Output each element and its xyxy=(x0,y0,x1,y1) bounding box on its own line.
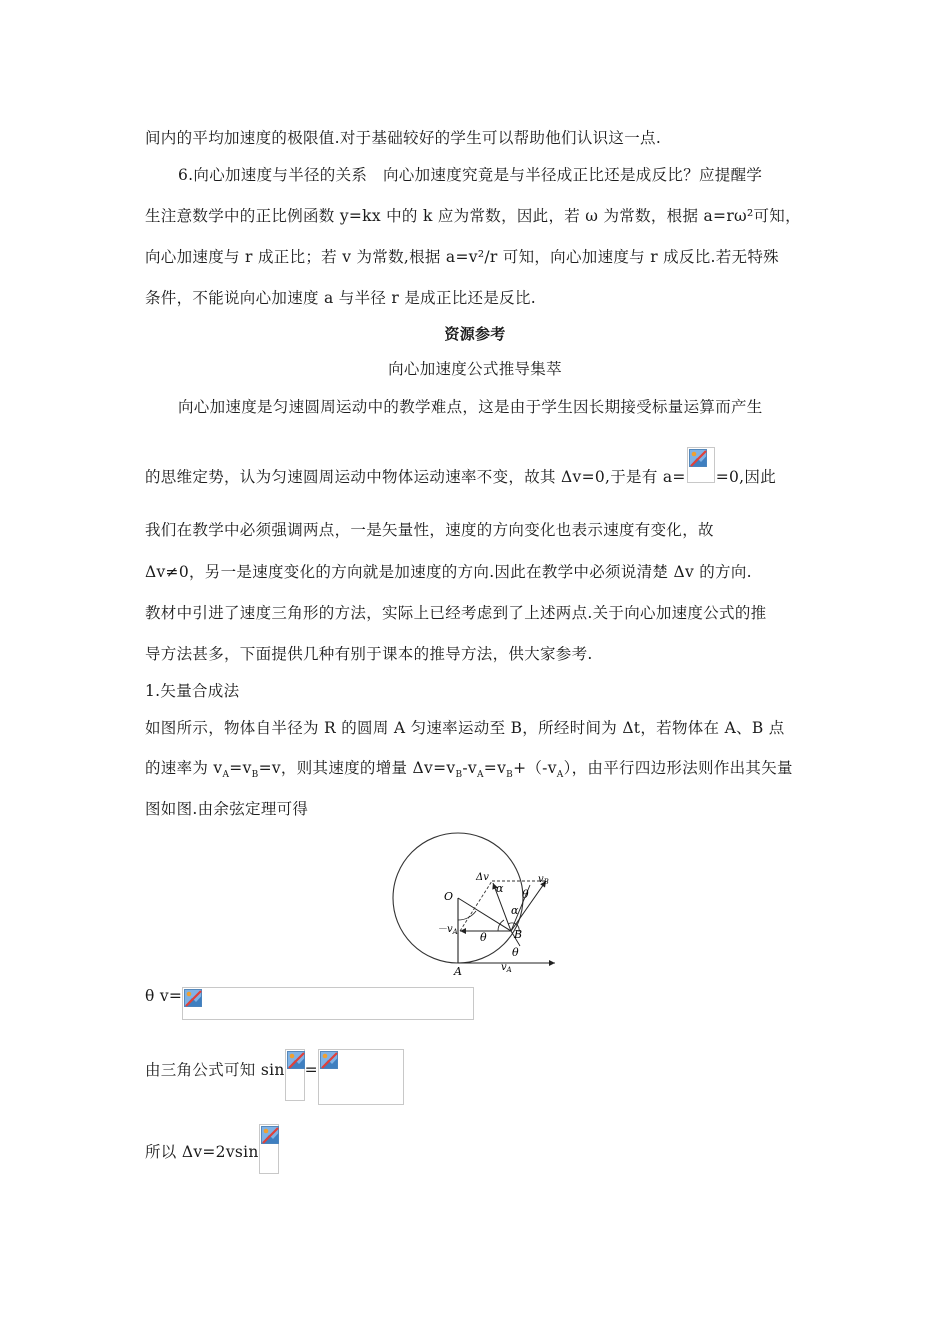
equation-2 xyxy=(145,1058,404,1105)
para-line: 向心加速度与 r 成正比；若 v 为常数,根据 a=v²/r 可知，向心加速度与 r 成反比.若无特殊 xyxy=(145,248,779,266)
label-a: A xyxy=(454,965,462,978)
velocity-diagram xyxy=(380,828,570,980)
subscript: A xyxy=(476,770,484,781)
text: =v，则其速度的增量 Δv=v xyxy=(258,759,456,777)
label-neg-va: $-v_A$ xyxy=(437,924,458,936)
equation-1 xyxy=(145,987,474,1020)
label-vb: $v_B$ xyxy=(538,874,549,886)
label-va: $v_A$ xyxy=(501,962,512,974)
text: 的速率为 v xyxy=(145,759,223,777)
body-text: 的思维定势，认为匀速圆周运动中物体运动速率不变，故其 Δv=0,于是有 a= xyxy=(145,468,686,486)
subscript: B xyxy=(506,770,514,781)
body-line: 导方法甚多，下面提供几种有别于课本的推导方法，供大家参考. xyxy=(145,645,593,663)
section-title: 资源参考 xyxy=(444,325,506,343)
equation-3 xyxy=(145,1140,279,1174)
broken-image-icon xyxy=(182,987,474,1020)
broken-image-icon xyxy=(259,1124,279,1174)
label-alpha: α xyxy=(496,882,504,895)
dashed-line xyxy=(460,881,492,931)
angle-arc xyxy=(508,923,516,924)
radius-ob xyxy=(458,898,511,931)
text: -v xyxy=(462,759,477,777)
broken-image-icon xyxy=(285,1049,305,1101)
body-line xyxy=(145,465,776,487)
text: ），由平行四边形法则作出其矢量 xyxy=(563,759,793,777)
text: =v xyxy=(483,759,507,777)
label-o: O xyxy=(444,890,454,903)
method-line: 图如图.由余弦定理可得 xyxy=(145,800,309,818)
label-theta: θ xyxy=(522,888,529,901)
para-line: 生注意数学中的正比例函数 y=kx 中的 k 应为常数，因此，若 ω 为常数，根据 a=rω²可知， xyxy=(145,207,801,225)
method-heading: 1.矢量合成法 xyxy=(145,682,240,700)
subscript: A xyxy=(222,770,230,781)
eq-text: = xyxy=(304,1061,318,1079)
label-delta-v: Δv xyxy=(476,872,489,883)
angle-arc xyxy=(458,911,476,920)
body-line: 我们在教学中必须强调两点，一是矢量性，速度的方向变化也表示速度有变化，故 xyxy=(145,521,714,539)
para-line: 间内的平均加速度的极限值.对于基础较好的学生可以帮助他们认识这一点. xyxy=(145,129,662,147)
article-title: 向心加速度公式推导集萃 xyxy=(388,360,562,378)
body-line: Δv≠0，另一是速度变化的方向就是加速度的方向.因此在教学中必须说清楚 Δv 的方向. xyxy=(145,563,752,581)
eq-text: θ v= xyxy=(145,987,183,1005)
broken-image-icon xyxy=(687,447,715,483)
text: =v xyxy=(229,759,252,777)
subscript: B xyxy=(251,770,259,781)
subscript: A xyxy=(556,770,564,781)
broken-image-icon xyxy=(318,1049,404,1105)
label-b: B xyxy=(514,928,523,941)
text: +（-v xyxy=(513,759,557,777)
body-line: 教材中引进了速度三角形的方法，实际上已经考虑到了上述两点.关于向心加速度公式的推 xyxy=(145,604,767,622)
label-theta: θ xyxy=(480,931,487,944)
method-line: 如图所示，物体自半径为 R 的圆周 A 匀速率运动至 B，所经时间为 Δt，若物体在 A、B 点 xyxy=(145,719,785,737)
para-line: 条件，不能说向心加速度 a 与半径 r 是成正比还是反比. xyxy=(145,289,536,307)
eq-text: 由三角公式可知 sin xyxy=(145,1061,285,1079)
method-line xyxy=(145,756,793,780)
subscript: B xyxy=(455,770,463,781)
eq-text: 所以 Δv=2vsin xyxy=(145,1143,259,1161)
body-line: 向心加速度是匀速圆周运动中的教学难点，这是由于学生因长期接受标量运算而产生 xyxy=(178,398,763,416)
para-line: 6.向心加速度与半径的关系 向心加速度究竟是与半径成正比还是成反比？应提醒学 xyxy=(178,166,763,184)
label-theta: θ xyxy=(512,946,519,959)
label-alpha: α xyxy=(511,904,519,917)
body-text: =0,因此 xyxy=(715,468,776,486)
